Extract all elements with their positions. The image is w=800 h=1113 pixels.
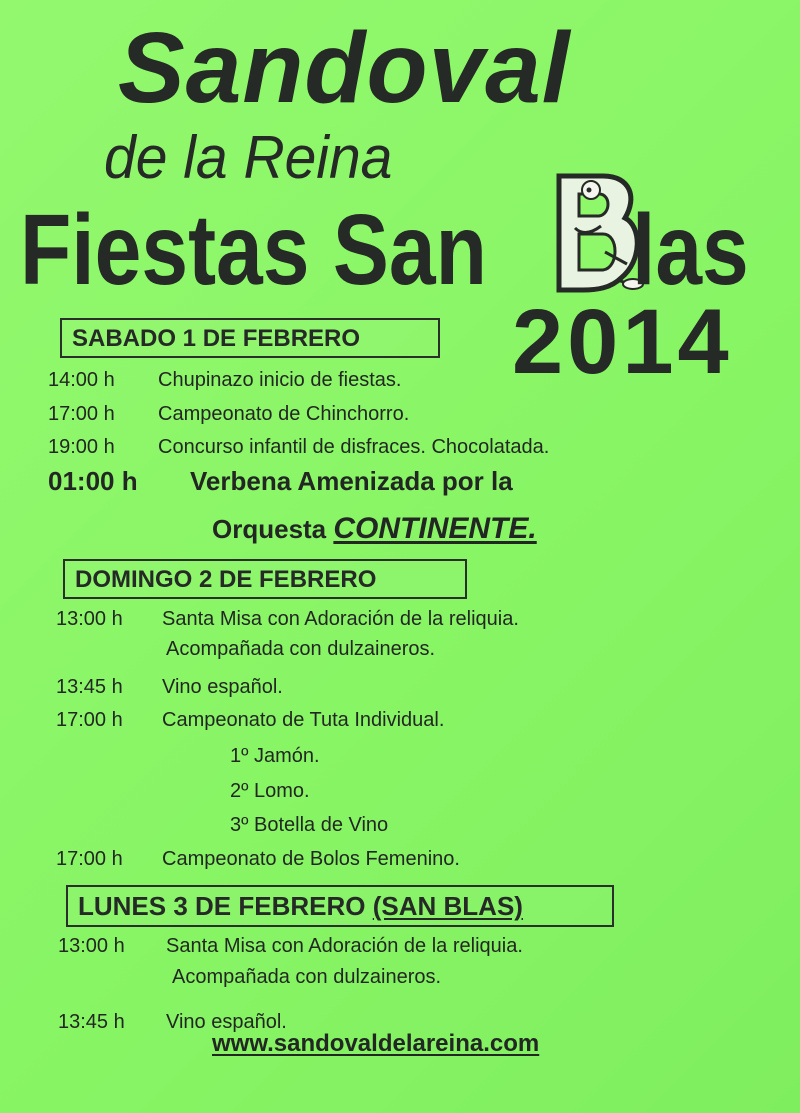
event-time: 14:00 h bbox=[48, 369, 115, 391]
day1-event-1 bbox=[48, 370, 401, 390]
day2-event-2 bbox=[56, 677, 283, 697]
event-text: Santa Misa con Adoración de la reliquia. bbox=[166, 935, 523, 957]
event-time: 01:00 h bbox=[48, 466, 138, 496]
day3-event-1 bbox=[58, 936, 523, 956]
day2-event-1 bbox=[56, 609, 519, 629]
day1-event-2 bbox=[48, 404, 409, 424]
day2-event-3 bbox=[56, 710, 444, 730]
day3-heading-date: LUNES 3 DE FEBRERO bbox=[78, 891, 366, 921]
event-time: 13:45 h bbox=[58, 1011, 125, 1033]
day1-orquesta bbox=[212, 514, 537, 544]
orquesta-label: Orquesta bbox=[212, 514, 327, 544]
title-las: las bbox=[632, 194, 749, 306]
day3-event-1-line2: Acompañada con dulzaineros. bbox=[172, 966, 442, 988]
day3-heading bbox=[66, 885, 614, 927]
day3-heading-saint: (SAN BLAS) bbox=[372, 891, 523, 921]
prize-1: 1º Jamón. bbox=[230, 745, 320, 767]
day3-event-2 bbox=[58, 1012, 287, 1032]
event-text: Vino español. bbox=[162, 676, 283, 698]
event-time: 13:00 h bbox=[58, 935, 125, 957]
title-sandoval: Sandoval bbox=[118, 12, 571, 124]
prize-3: 3º Botella de Vino bbox=[230, 814, 389, 836]
cartoon-letter-b-icon bbox=[545, 168, 645, 298]
title-de-la-reina: de la Reina bbox=[104, 124, 393, 191]
event-text: Santa Misa con Adoración de la reliquia. bbox=[162, 608, 519, 630]
day1-event-3 bbox=[48, 437, 549, 457]
event-text: Concurso infantil de disfraces. Chocolatada. bbox=[158, 436, 550, 458]
event-text: Campeonato de Bolos Femenino. bbox=[162, 848, 460, 870]
day1-heading: SABADO 1 DE FEBRERO bbox=[60, 318, 440, 358]
day1-verbena bbox=[48, 468, 513, 494]
day2-heading: DOMINGO 2 DE FEBRERO bbox=[63, 559, 467, 599]
orquesta-name: CONTINENTE. bbox=[333, 512, 537, 545]
event-text: Campeonato de Tuta Individual. bbox=[162, 709, 445, 731]
website-link[interactable]: www.sandovaldelareina.com bbox=[212, 1030, 540, 1057]
event-time: 17:00 h bbox=[48, 403, 115, 425]
event-text: Chupinazo inicio de fiestas. bbox=[158, 369, 402, 391]
event-time: 13:45 h bbox=[56, 676, 123, 698]
event-text: Campeonato de Chinchorro. bbox=[158, 403, 410, 425]
title-year: 2014 bbox=[512, 291, 733, 393]
prize-2: 2º Lomo. bbox=[230, 780, 310, 802]
event-time: 19:00 h bbox=[48, 436, 115, 458]
event-text: Vino español. bbox=[166, 1011, 287, 1033]
day2-event-1-line2: Acompañada con dulzaineros. bbox=[166, 638, 436, 660]
event-text: Verbena Amenizada por la bbox=[190, 466, 513, 496]
event-time: 17:00 h bbox=[56, 848, 123, 870]
event-time: 13:00 h bbox=[56, 608, 123, 630]
title-fiestas-san: Fiestas San bbox=[20, 194, 487, 306]
day2-event-4 bbox=[56, 849, 460, 869]
event-time: 17:00 h bbox=[56, 709, 123, 731]
